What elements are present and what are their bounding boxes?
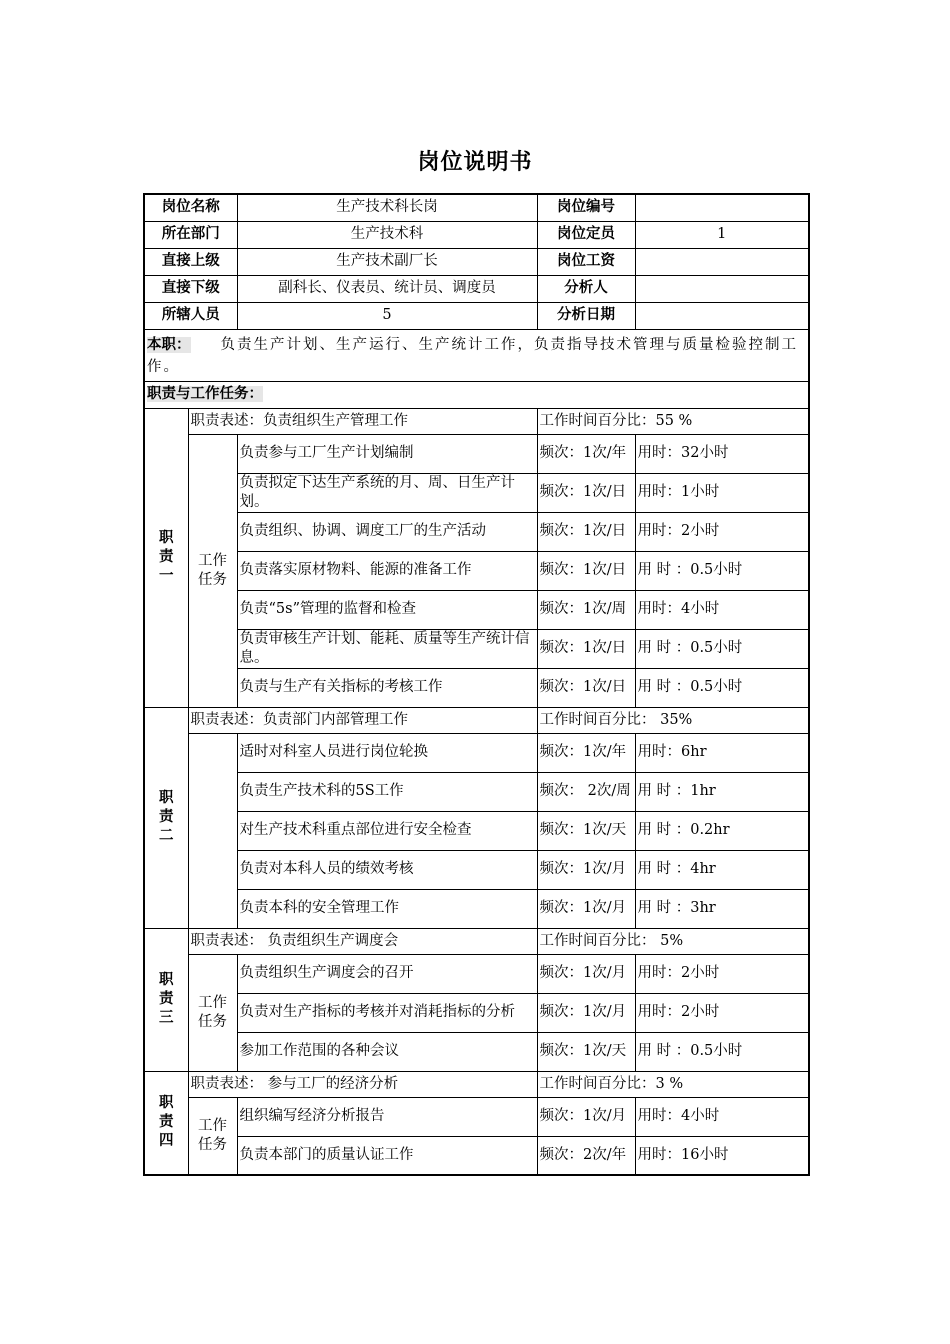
task-frequency: 频次：2次/年 (537, 1136, 635, 1175)
duty-name (144, 1071, 188, 1175)
task-duration: 用时：4小时 (635, 1097, 809, 1136)
task-duration: 用 时 ：3hr (635, 889, 809, 928)
info-value-2 (635, 194, 809, 221)
task-frequency: 频次：1次/年 (537, 733, 635, 772)
task-row (144, 1136, 809, 1175)
summary-label: 本职： (147, 336, 191, 353)
task-text: 适时对科室人员进行岗位轮换 (237, 733, 537, 772)
task-duration: 用 时 ：0.5小时 (635, 551, 809, 590)
task-label (188, 954, 237, 1071)
duties-heading-cell (144, 381, 809, 408)
task-row (144, 551, 809, 590)
duty-name-text: 职责二 (159, 790, 174, 844)
task-row (144, 993, 809, 1032)
duty-time-share: 工作时间百分比： 35% (537, 707, 809, 733)
info-row (144, 275, 809, 302)
info-value: 副科长、仪表员、统计员、调度员 (237, 275, 537, 302)
task-text: 负责参与工厂生产计划编制 (237, 434, 537, 473)
task-row (144, 1097, 809, 1136)
task-frequency: 频次：1次/日 (537, 668, 635, 707)
info-value-2 (635, 302, 809, 329)
task-text: 负责审核生产计划、能耗、质量等生产统计信息。 (237, 629, 537, 668)
task-text: 负责组织生产调度会的召开 (237, 954, 537, 993)
task-row (144, 668, 809, 707)
summary-cell (144, 329, 809, 381)
task-duration: 用 时 ：4hr (635, 850, 809, 889)
info-row (144, 194, 809, 221)
duty-name-text: 职责一 (159, 530, 174, 584)
task-row (144, 889, 809, 928)
info-value: 生产技术科 (237, 221, 537, 248)
duty-statement-row (144, 928, 809, 954)
task-text: 负责落实原材物料、能源的准备工作 (237, 551, 537, 590)
task-label (188, 434, 237, 707)
task-frequency: 频次：1次/日 (537, 512, 635, 551)
task-row (144, 772, 809, 811)
task-duration: 用 时 ：1hr (635, 772, 809, 811)
task-row (144, 434, 809, 473)
task-label-text: 工作任务 (198, 1117, 227, 1153)
task-duration: 用时：2小时 (635, 954, 809, 993)
task-duration: 用 时 ：0.5小时 (635, 1032, 809, 1071)
task-duration: 用时：2小时 (635, 512, 809, 551)
duty-statement-row (144, 707, 809, 733)
duty-statement: 职责表述： 负责组织生产调度会 (188, 928, 537, 954)
task-text: 负责与生产有关指标的考核工作 (237, 668, 537, 707)
task-frequency: 频次：1次/月 (537, 993, 635, 1032)
task-frequency: 频次：1次/日 (537, 551, 635, 590)
task-frequency: 频次：1次/年 (537, 434, 635, 473)
table-body (144, 194, 809, 1175)
task-label-text: 工作任务 (198, 552, 227, 588)
task-row (144, 473, 809, 512)
task-text: 负责“5s”管理的监督和检查 (237, 590, 537, 629)
task-label (188, 733, 237, 928)
task-frequency: 频次：1次/月 (537, 850, 635, 889)
duty-time-share: 工作时间百分比： 5% (537, 928, 809, 954)
info-label-2: 岗位定员 (537, 221, 635, 248)
duties-heading-row (144, 381, 809, 408)
duty-name (144, 707, 188, 928)
info-label: 所辖人员 (144, 302, 237, 329)
task-row (144, 733, 809, 772)
task-label-text: 工作任务 (198, 994, 227, 1030)
task-frequency: 频次：1次/月 (537, 1097, 635, 1136)
job-description-table (143, 193, 810, 1176)
info-value: 生产技术副厂长 (237, 248, 537, 275)
info-label-2: 岗位编号 (537, 194, 635, 221)
info-label: 直接上级 (144, 248, 237, 275)
task-row (144, 850, 809, 889)
task-row (144, 954, 809, 993)
info-label-2: 岗位工资 (537, 248, 635, 275)
task-duration: 用时：32小时 (635, 434, 809, 473)
task-frequency: 频次：1次/天 (537, 1032, 635, 1071)
task-duration: 用时：2小时 (635, 993, 809, 1032)
task-duration: 用 时 ：0.5小时 (635, 629, 809, 668)
duty-statement: 职责表述：负责部门内部管理工作 (188, 707, 537, 733)
info-label: 所在部门 (144, 221, 237, 248)
task-row (144, 512, 809, 551)
duty-name-text: 职责四 (159, 1095, 174, 1150)
task-duration: 用 时 ：0.5小时 (635, 668, 809, 707)
task-text: 负责拟定下达生产系统的月、周、日生产计划。 (237, 473, 537, 512)
info-label-2: 分析人 (537, 275, 635, 302)
task-row (144, 811, 809, 850)
info-row (144, 302, 809, 329)
duty-statement: 职责表述：负责组织生产管理工作 (188, 408, 537, 434)
info-value: 5 (237, 302, 537, 329)
task-row (144, 590, 809, 629)
task-duration: 用时：4小时 (635, 590, 809, 629)
duty-statement: 职责表述： 参与工厂的经济分析 (188, 1071, 537, 1097)
document-title: 岗位说明书 (417, 150, 533, 175)
duty-time-share: 工作时间百分比：3 % (537, 1071, 809, 1097)
task-text: 负责本部门的质量认证工作 (237, 1136, 537, 1175)
task-frequency: 频次：1次/日 (537, 473, 635, 512)
task-frequency: 频次：1次/月 (537, 889, 635, 928)
duty-time-share: 工作时间百分比：55 % (537, 408, 809, 434)
task-duration: 用时：1小时 (635, 473, 809, 512)
task-row (144, 629, 809, 668)
task-text: 负责对本科人员的绩效考核 (237, 850, 537, 889)
task-text: 负责本科的安全管理工作 (237, 889, 537, 928)
task-duration: 用 时 ：0.2hr (635, 811, 809, 850)
info-value-2: 1 (635, 221, 809, 248)
task-text: 组织编写经济分析报告 (237, 1097, 537, 1136)
duty-statement-row (144, 1071, 809, 1097)
task-row (144, 1032, 809, 1071)
info-label: 岗位名称 (144, 194, 237, 221)
duty-name (144, 928, 188, 1071)
task-frequency: 频次：1次/天 (537, 811, 635, 850)
summary-text: 负责生产计划、生产运行、生产统计工作，负责指导技术管理与质量检验控制工作。 (147, 336, 798, 375)
info-row (144, 248, 809, 275)
task-frequency: 频次：1次/日 (537, 629, 635, 668)
task-frequency: 频次：1次/月 (537, 954, 635, 993)
duties-heading: 职责与工作任务： (147, 386, 263, 402)
task-text: 负责生产技术科的5S工作 (237, 772, 537, 811)
summary-row (144, 329, 809, 381)
duty-name-text: 职责三 (159, 972, 174, 1026)
task-text: 负责对生产指标的考核并对消耗指标的分析 (237, 993, 537, 1032)
info-label-2: 分析日期 (537, 302, 635, 329)
info-value-2 (635, 248, 809, 275)
info-row (144, 221, 809, 248)
duty-name (144, 408, 188, 707)
info-value-2 (635, 275, 809, 302)
task-duration: 用时：6hr (635, 733, 809, 772)
task-frequency: 频次： 2次/周 (537, 772, 635, 811)
task-text: 参加工作范围的各种会议 (237, 1032, 537, 1071)
info-label: 直接下级 (144, 275, 237, 302)
task-duration: 用时：16小时 (635, 1136, 809, 1175)
task-text: 负责组织、协调、调度工厂的生产活动 (237, 512, 537, 551)
duty-statement-row (144, 408, 809, 434)
task-label (188, 1097, 237, 1175)
info-value: 生产技术科长岗 (237, 194, 537, 221)
task-text: 对生产技术科重点部位进行安全检查 (237, 811, 537, 850)
task-frequency: 频次：1次/周 (537, 590, 635, 629)
